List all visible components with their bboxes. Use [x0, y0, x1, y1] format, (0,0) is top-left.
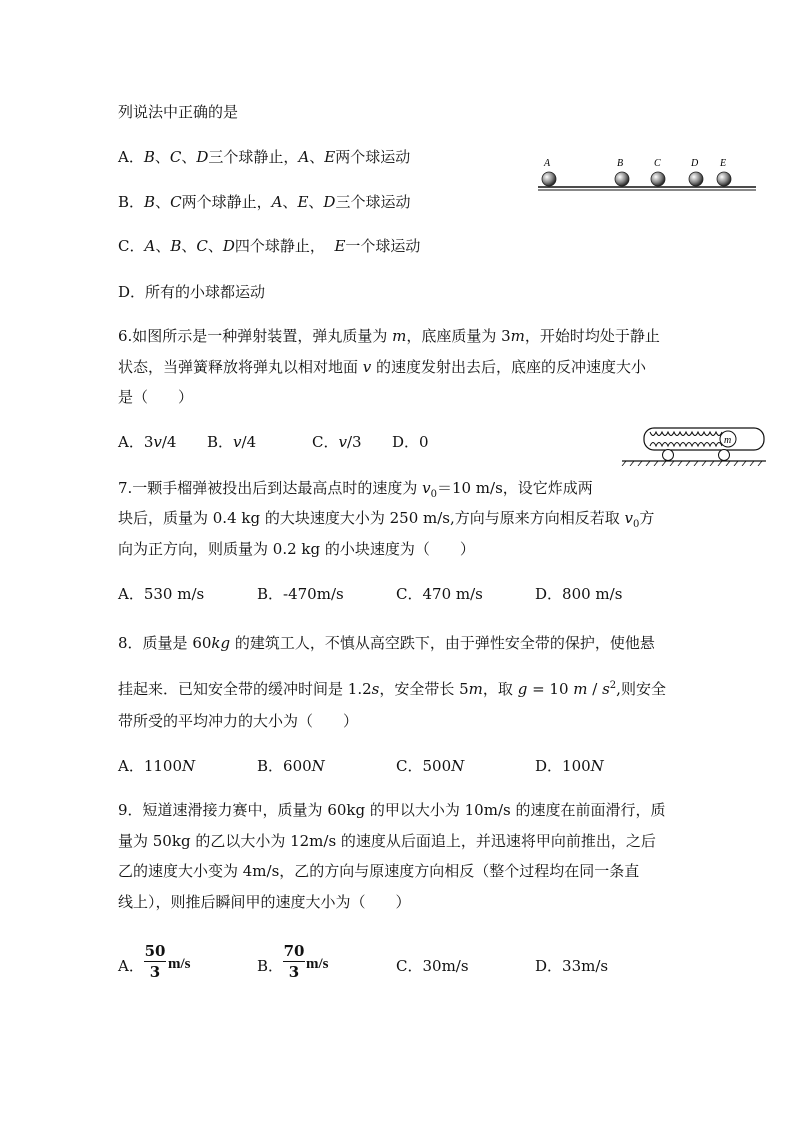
ball-d	[689, 172, 703, 186]
wheel-left	[663, 450, 674, 461]
spring-icon-lower	[650, 443, 722, 447]
q8-option-c: C．500N	[396, 757, 465, 775]
label-a: A	[544, 158, 551, 169]
q9-option-b-unit: m/s	[306, 956, 329, 972]
ground-hatch	[622, 461, 762, 466]
q9-option-b-label: B．	[257, 957, 284, 975]
q6-option-c: C．v/3	[312, 433, 362, 451]
q7-option-a: A．530 m/s	[118, 585, 205, 603]
q6-line-3: 是（ ）	[118, 388, 194, 406]
pellet-label: m	[724, 435, 732, 446]
q7-option-c: C．470 m/s	[396, 585, 483, 603]
q9-option-a-fraction: 50 3	[144, 942, 166, 981]
label-b: B	[617, 158, 624, 169]
q9-option-c: C．30m/s	[396, 957, 469, 975]
q9-option-d: D．33m/s	[535, 957, 609, 975]
q7-option-b: B．-470m/s	[257, 585, 344, 603]
q9-option-b-fraction: 70 3	[283, 942, 305, 981]
q6-line-1: 6.如图所示是一种弹射装置，弹丸质量为 m，底座质量为 3m，开始时均处于静止	[118, 327, 660, 345]
q8-line-1: 8．质量是 60kg 的建筑工人，不慎从高空跌下，由于弹性安全带的保护，使他悬	[118, 634, 655, 652]
q8-option-b: B．600N	[257, 757, 325, 775]
wheel-right	[719, 450, 730, 461]
q5-option-c: C．A、B、C、D四个球静止， E一个球运动	[118, 237, 421, 255]
label-e: E	[720, 158, 727, 169]
label-d: D	[691, 158, 699, 169]
q9-option-a-label: A．	[118, 957, 144, 975]
ball-a	[542, 172, 556, 186]
q5-option-b: B．B、C两个球静止，A、E、D三个球运动	[118, 193, 411, 211]
q9-line-4: 线上），则推后瞬间甲的速度大小为（ ）	[118, 893, 411, 911]
q8-line-3: 带所受的平均冲力的大小为（ ）	[118, 712, 359, 730]
spring-icon	[650, 432, 722, 436]
q6-option-d: D．0	[392, 433, 429, 451]
ball-e	[717, 172, 731, 186]
q8-option-d: D．100N	[535, 757, 604, 775]
label-c: C	[654, 158, 661, 169]
q6-option-b: B．v/4	[207, 433, 257, 451]
q5-stem: 列说法中正确的是	[118, 103, 239, 121]
ball-b	[615, 172, 629, 186]
q9-option-a-unit: m/s	[168, 956, 191, 972]
q7-line-3: 向为正方向，则质量为 0.2 kg 的小块速度为（ ）	[118, 540, 475, 558]
q5-option-a: A．B、C、D三个球静止，A、E两个球运动	[118, 148, 411, 166]
q8-option-a: A．1100N	[118, 757, 196, 775]
q5-balls-figure	[536, 152, 758, 194]
q7-option-d: D．800 m/s	[535, 585, 623, 603]
q9-line-2: 量为 50kg 的乙以大小为 12m/s 的速度从后面追上，并迅速将甲向前推出，之后	[118, 832, 656, 850]
q9-line-1: 9．短道速滑接力赛中，质量为 60kg 的甲以大小为 10m/s 的速度在前面滑行，质	[118, 801, 666, 819]
q6-option-a: A．3v/4	[118, 433, 177, 451]
q8-line-2: 挂起来．已知安全带的缓冲时间是 1.2s，安全带长 5m，取 g = 10 m / $s^2$,则安全	[118, 680, 666, 698]
q7-line-1: 7.一颗手榴弹被投出后到达最高点时的速度为 $v_0=10$ m/s，设它炸成两	[118, 479, 593, 500]
q9-line-3: 乙的速度大小变为 4m/s，乙的方向与原速度方向相反（整个过程均在同一条直	[118, 862, 640, 880]
q5-option-d: D．所有的小球都运动	[118, 283, 266, 301]
q6-launcher-figure	[620, 420, 768, 466]
q6-line-2: 状态，当弹簧释放将弹丸以相对地面 v 的速度发射出去后，底座的反冲速度大小	[118, 358, 647, 376]
q7-line-2: 块后，质量为 0.4 kg 的大块速度大小为 250 m/s,方向与原来方向相反若取 $v_0$方	[118, 509, 655, 530]
ball-c	[651, 172, 665, 186]
